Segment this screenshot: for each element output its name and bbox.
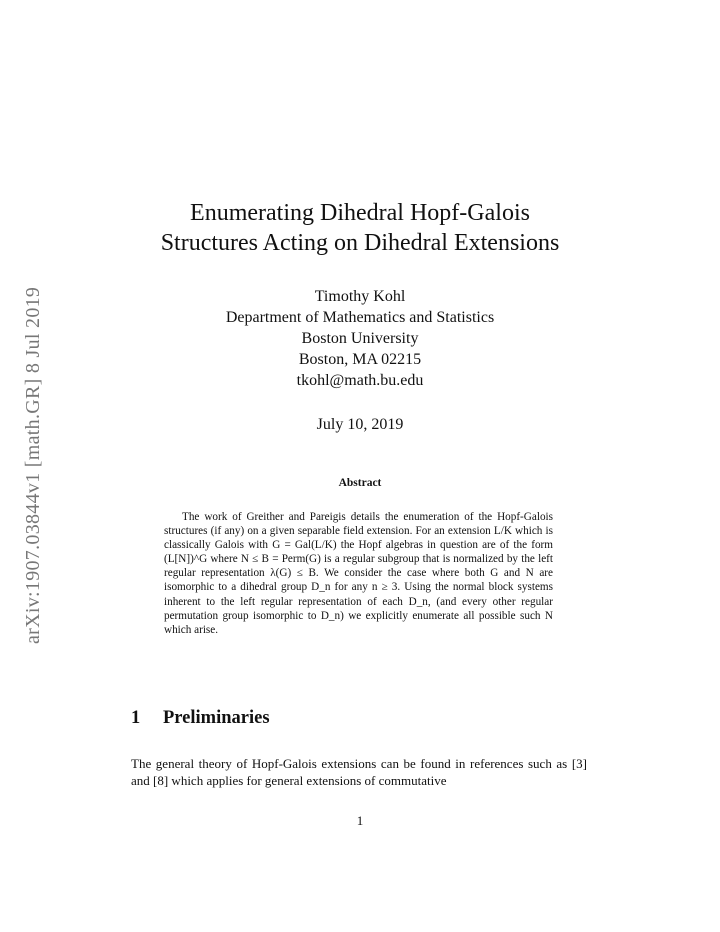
paper-date: July 10, 2019 — [316, 416, 404, 433]
arxiv-identifier-text: arXiv:1907.03844v1 [math.GR] 8 Jul 2019 — [22, 286, 44, 644]
body-paragraph: The general theory of Hopf-Galois extensions can be found in references such as [3] and [8] which applies for general extensions of commutative — [131, 756, 587, 788]
title-line-2: Structures Acting on Dihedral Extensions — [160, 230, 560, 256]
page-number: 1 — [356, 813, 364, 828]
author-location: Boston, MA 02215 — [298, 351, 422, 368]
abstract-heading: Abstract — [338, 477, 382, 489]
author-block — [0, 286, 720, 391]
author-university: Boston University — [301, 330, 419, 347]
title-line-1: Enumerating Dihedral Hopf-Galois — [190, 200, 530, 226]
section-title: Preliminaries — [163, 708, 270, 728]
author-name: Timothy Kohl — [314, 288, 406, 305]
section-heading — [131, 708, 270, 729]
section-number: 1 — [131, 708, 141, 728]
abstract-text: The work of Greither and Pareigis details the enumeration of the Hopf-Galois structures (if any) on a given separable field extension. For an extension L/K which is classically Galois with G = Gal(L/K) the Hopf algebras in question are of the form (L[N])^G where N ≤ B = Perm(G) is a regular subgroup that is normalized by the left regular representation λ(G) ≤ B. We consider the case where both G and N are isomorphic to a dihedral group D_n for any n ≥ 3. Using the normal block systems inherent to the left regular representation of each D_n, (and every other regular permutation group isomorphic to D_n) we explicitly enumerate all possible such N which arise. — [164, 511, 553, 636]
author-department: Department of Mathematics and Statistics — [225, 309, 495, 326]
author-email: tkohl@math.bu.edu — [296, 372, 424, 389]
paper-title — [0, 198, 720, 258]
